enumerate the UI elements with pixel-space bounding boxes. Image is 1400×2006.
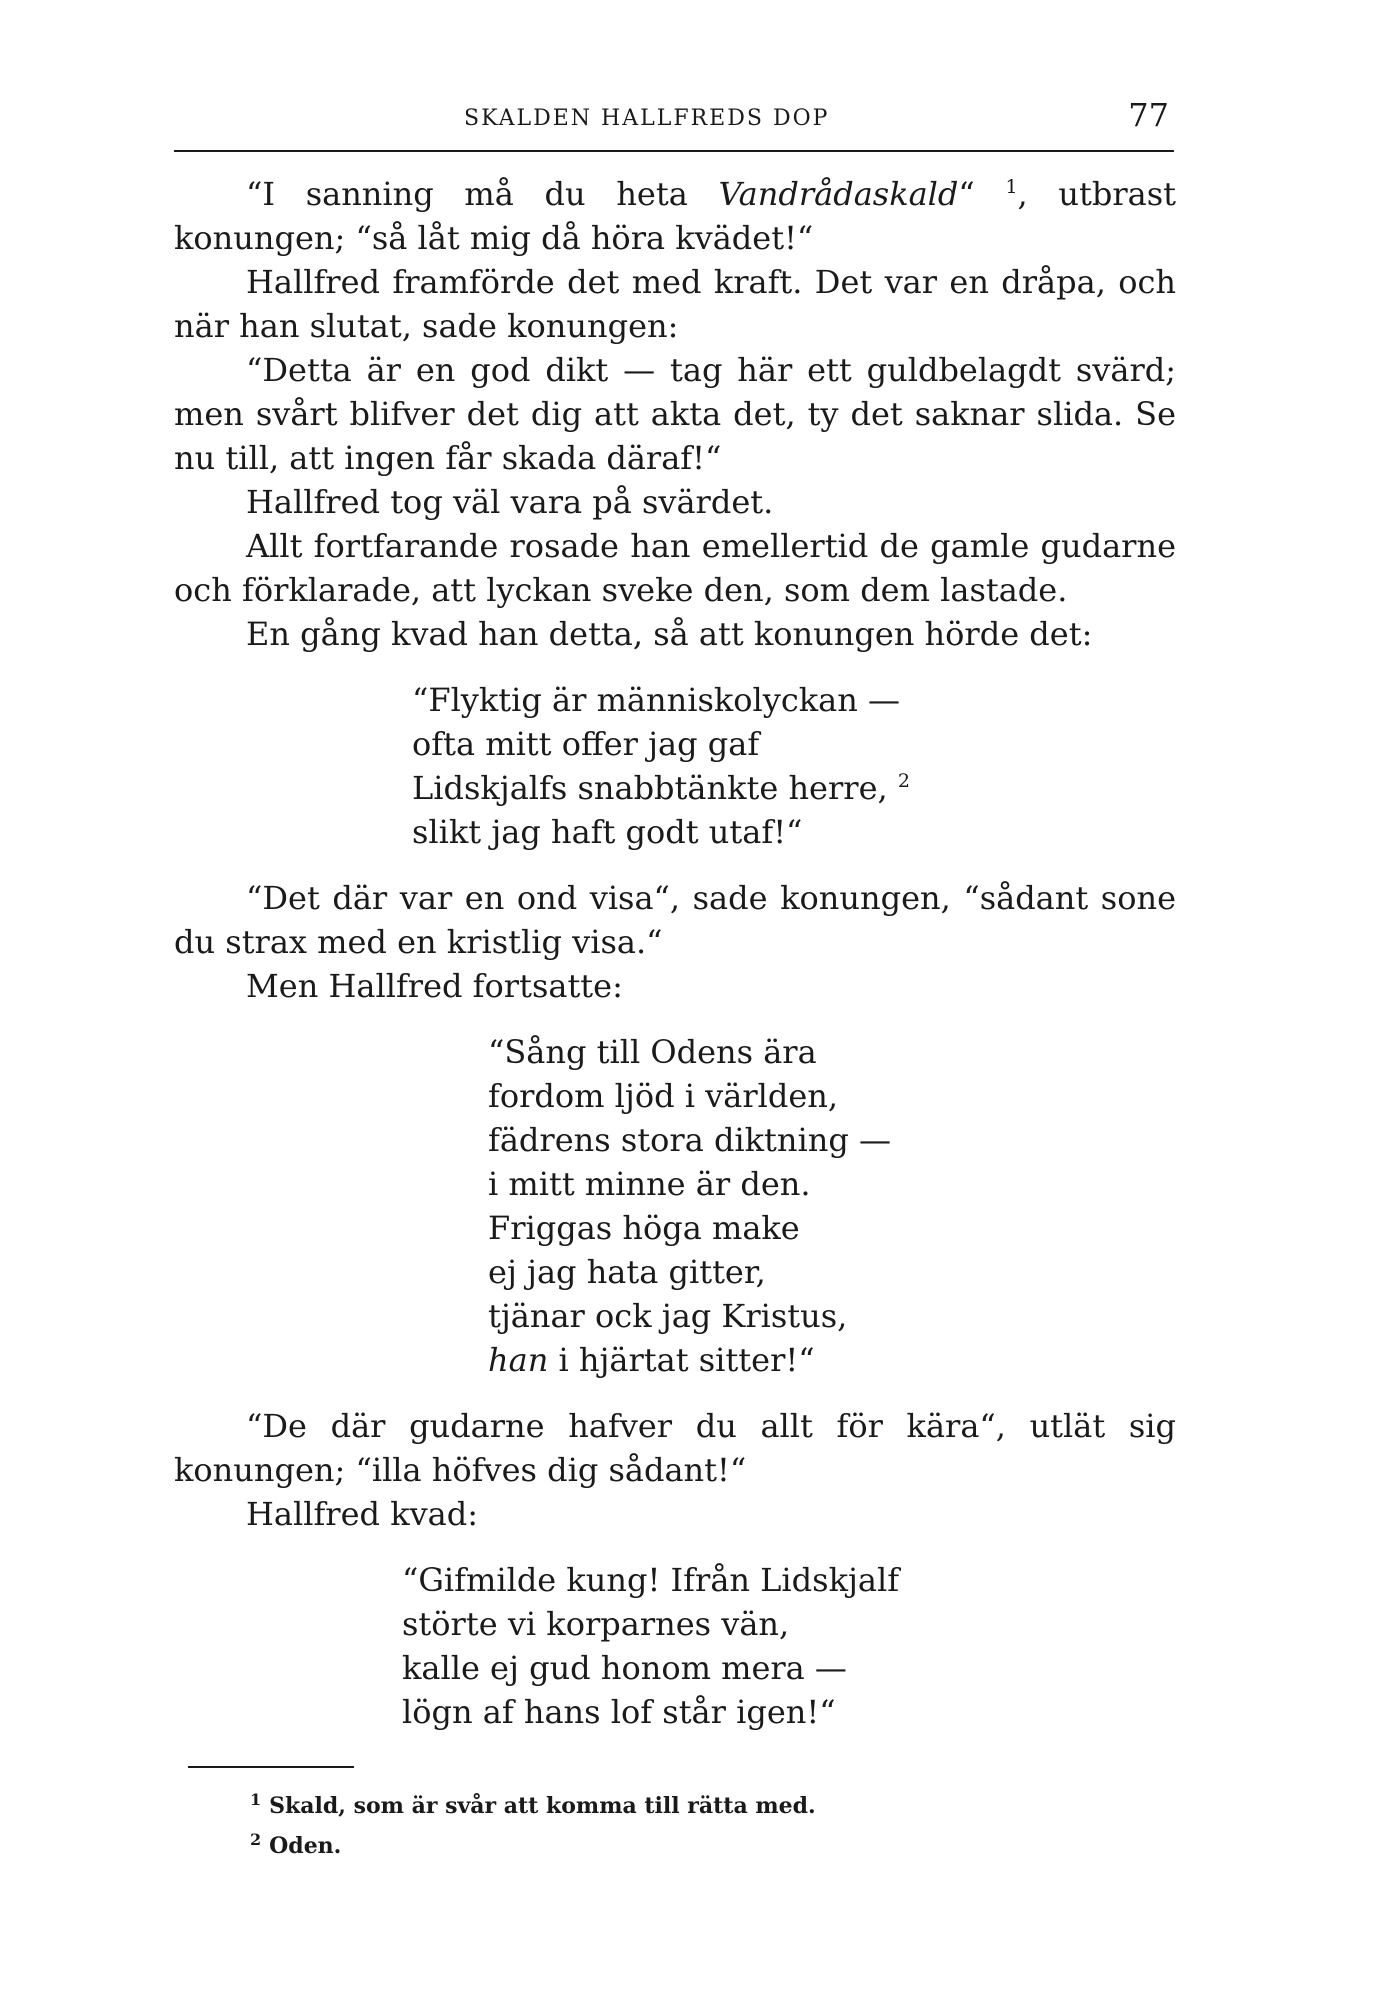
p1-text-end: , utbrast konungen; “så låt mig då höra kvädet!“ [174, 175, 1177, 257]
verse-line: fädrens stora diktning — [488, 1121, 892, 1159]
footnote-ref-1: 1 [1005, 176, 1018, 198]
footnote-text: Skald, som är svår att komma till rätta med. [269, 1793, 816, 1819]
verse-line: “Flyktig är människolyckan — [412, 681, 900, 719]
p1-text-start: “I sanning må du heta [246, 175, 719, 213]
verse-italic-word: han [488, 1341, 549, 1379]
footnote-ref-2: 2 [897, 770, 910, 792]
verse-line: ej jag hata gitter, [488, 1253, 766, 1291]
p1-italic-word: Vandrådaskald [718, 175, 959, 213]
verse-line: ofta mitt offer jag gaf [412, 725, 760, 763]
verse-line: “Gifmilde kung! Ifrån Lidskjalf [402, 1561, 900, 1599]
verse-line: lögn af hans lof står igen!“ [402, 1693, 836, 1731]
verse-2 [174, 1030, 1176, 1382]
verse-line: “Sång till Odens ära [488, 1033, 817, 1071]
verse-line: i mitt minne är den. [488, 1165, 811, 1203]
paragraph-8: Men Hallfred fortsatte: [246, 967, 623, 1005]
verse-line: störte vi korparnes vän, [402, 1605, 790, 1643]
paragraph-3: “Detta är en god dikt — tag här ett guldbelagdt svärd; men svårt blifver det dig att akta det, ty det saknar slida. Se nu till, att ingen får skada däraf!“ [174, 351, 1176, 477]
verse-line: slikt jag haft godt utaf!“ [412, 813, 803, 851]
verse-line-text: Lidskjalfs snabbtänkte herre, [412, 769, 888, 807]
verse-line: fordom ljöd i världen, [488, 1077, 839, 1115]
paragraph-10: Hallfred kvad: [246, 1495, 478, 1533]
verse-line [488, 1338, 1176, 1382]
footnote-text: Oden. [269, 1833, 342, 1859]
footnote-mark: 2 [250, 1830, 262, 1849]
verse-line: Friggas höga make [488, 1209, 800, 1247]
verse-1 [174, 678, 1176, 854]
footnote [250, 1786, 816, 1826]
paragraph-1 [174, 172, 1176, 260]
paragraph-5: Allt fortfarande rosade han emellertid de gamle gudarne och förklarade, att lyckan sveke den, som dem lastade. [174, 527, 1176, 609]
running-head: SKALDEN HALLFREDS DOP [464, 106, 830, 131]
paragraph-7: “Det där var en ond visa“, sade konungen, “sådant sone du strax med en kristlig visa.“ [174, 879, 1176, 961]
p1-quote-close: “ [958, 175, 975, 213]
page-header [174, 96, 1174, 140]
header-rule [174, 150, 1174, 152]
verse-line-text: i hjärtat sitter!“ [548, 1341, 815, 1379]
main-text [174, 172, 1176, 1756]
paragraph-6: En gång kvad han detta, så att konungen hörde det: [246, 615, 1093, 653]
page-number: 77 [1128, 96, 1169, 134]
footnote-rule [188, 1766, 354, 1768]
verse-line [412, 766, 1176, 810]
footnotes [250, 1786, 816, 1866]
verse-3 [174, 1558, 1176, 1734]
paragraph-2: Hallfred framförde det med kraft. Det var en dråpa, och när han slutat, sade konungen: [174, 263, 1176, 345]
paragraph-4: Hallfred tog väl vara på svärdet. [246, 483, 774, 521]
verse-line: tjänar ock jag Kristus, [488, 1297, 848, 1335]
footnote [250, 1826, 816, 1866]
paragraph-9: “De där gudarne hafver du allt för kära“, utlät sig konungen; “illa höfves dig sådant!“ [174, 1407, 1176, 1489]
verse-line: kalle ej gud honom mera — [402, 1649, 847, 1687]
footnote-mark: 1 [250, 1790, 262, 1809]
